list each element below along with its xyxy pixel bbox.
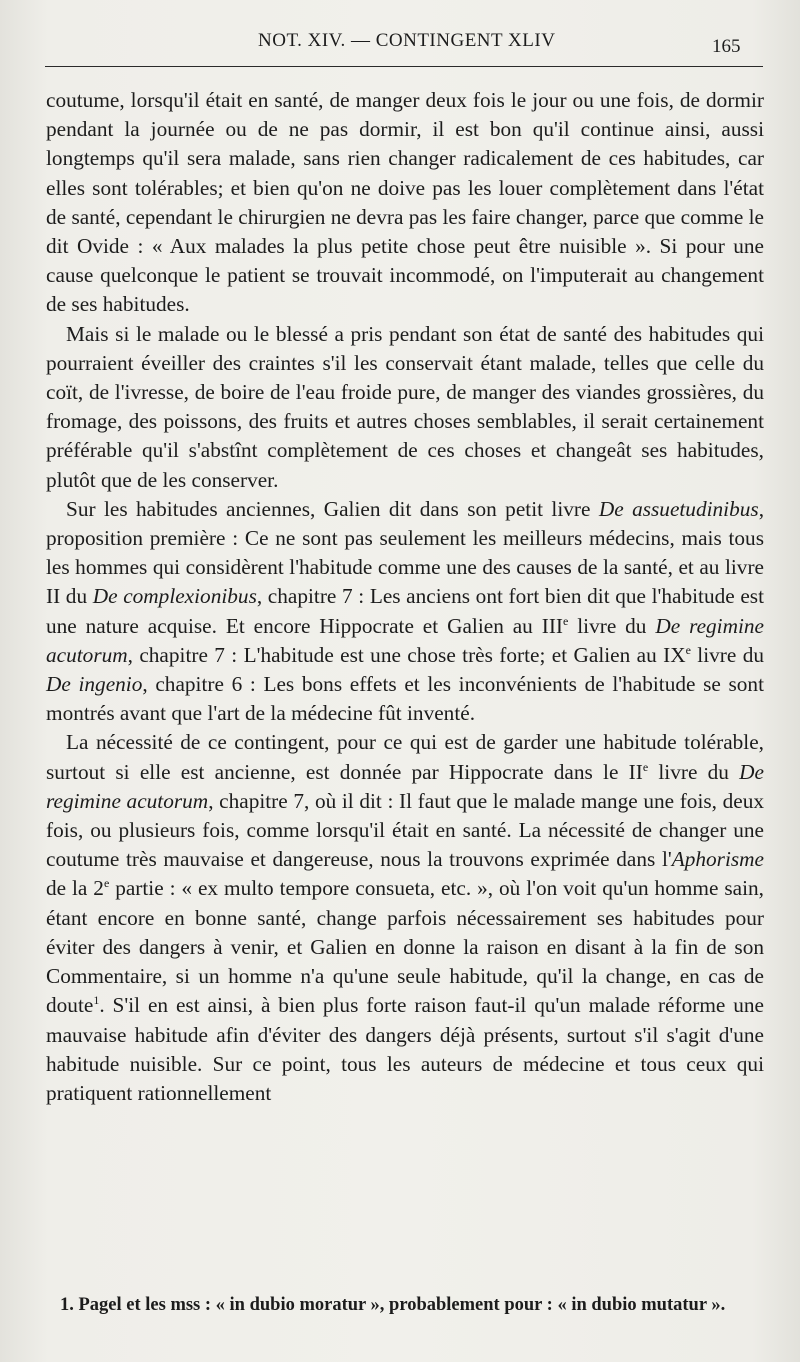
superscript: e <box>563 613 569 628</box>
text-run: , chapitre 6 : Les bons effets et les inconvénients de l'habitude se sont montrés avant que l'art de la médecine fût inventé. <box>46 672 764 726</box>
text-run: partie : « ex multo tempore consueta, etc. », où l'on voit qu'un homme sain, étant encore en bonne santé, change parfois nécessairement ses habitudes pour éviter des dangers à venir, et Galien en donne la raison en disant à la fin de son Commentaire, si un homme n'a qu'une seule habitude, qu'il la change, en cas de doute <box>46 876 764 1018</box>
text-run: La nécessité de ce contingent, pour ce qui est de garder une habitude tolérable, surtout si elle est ancienne, est donnée par Hippocrate dans le II <box>46 730 764 784</box>
header-rule <box>45 66 763 67</box>
paragraph-3 <box>46 495 764 729</box>
text-run: , chapitre 7 : Les anciens ont fort bien dit que l'habitude est une nature acquise. Et encore Hippocrate et Galien au III <box>46 584 764 638</box>
text-run: livre du <box>648 759 740 784</box>
book-title: De assuetudinibus <box>598 496 759 521</box>
superscript: e <box>642 759 649 774</box>
superscript: e <box>685 642 691 657</box>
superscript: e <box>103 876 110 891</box>
paragraph-1: coutume, lorsqu'il était en santé, de manger deux fois le jour ou une fois, de dormir pendant la journée ou de ne pas dormir, il est bon qu'il continue ainsi, aussi longtemps qu'il sera malade, sans rien changer radicalement de ces habitudes, car elles sont tolérables; et bien qu'on ne doive pas les louer complètement dans l'état de santé, cependant le chirurgien ne devra pas les faire changer, parce que comme le dit Ovide : « Aux malades la plus petite chose peut être nuisible ». Si pour une cause quelconque le patient se trouvait incommodé, on l'imputerait au changement de ses habitudes. <box>46 88 764 317</box>
running-head <box>0 30 800 60</box>
paragraph-4 <box>46 728 764 1108</box>
book-title: Aphorisme <box>671 847 764 872</box>
running-title: NOT. XIV. — CONTINGENT XLIV <box>258 30 556 51</box>
text-run: , proposition première : Ce ne sont pas seulement les meilleurs médecins, mais tous les hommes qui considèrent l'habitude comme une des causes de la santé, et au livre II du <box>46 496 765 609</box>
text-run: Sur les habitudes anciennes, Galien dit dans son petit livre <box>66 496 599 521</box>
book-title: De complexionibus <box>92 584 257 609</box>
text-run: livre du <box>568 613 656 638</box>
page-number: 165 <box>712 36 741 57</box>
text-run: , chapitre 7 : L'habitude est une chose très forte; et Galien au IX <box>127 642 686 667</box>
body-text <box>46 86 764 1108</box>
footnote-ref[interactable]: 1 <box>93 993 100 1008</box>
paragraph-2: Mais si le malade ou le blessé a pris pendant son état de santé des habitudes qui pourraient éveiller des craintes s'il les conservait étant malade, telles que celle du coït, de l'ivresse, de boire de l'eau froide pure, de manger des viandes grossières, du fromage, des poissons, des fruits et autres choses semblables, il serait certainement préférable qu'il s'abstînt complètement de ces choses et changeât ses habitudes, plutôt que de les conserver. <box>46 321 764 492</box>
book-title: De ingenio <box>46 672 143 697</box>
book-title: De regimine acutorum <box>46 759 765 813</box>
text-run: livre du <box>690 642 764 667</box>
footnote <box>46 1293 764 1317</box>
footnote-number: 1. <box>60 1295 74 1315</box>
text-run: . S'il en est ainsi, à bien plus forte raison faut-il qu'un malade réforme une mauvaise habitude afin d'éviter des dangers déjà présents, surtout s'il s'agit d'une habitude nuisible. Sur ce point, tous les auteurs de médecine et tous ceux qui pratiquent rationnellement <box>46 993 764 1105</box>
footnote-text: Pagel et les mss : « in dubio moratur », probablement pour : « in dubio mutatur ». <box>78 1295 726 1315</box>
text-run: de la 2 <box>46 876 104 901</box>
text-run: , chapitre 7, où il dit : Il faut que le malade mange une fois, deux fois, ou plusieurs fois, comme lorsqu'il était en santé. La nécessité de changer une coutume très mauvaise et dangereuse, nous la trouvons exprimée dans l' <box>46 788 764 872</box>
book-title: De regimine acutorum <box>46 613 765 667</box>
